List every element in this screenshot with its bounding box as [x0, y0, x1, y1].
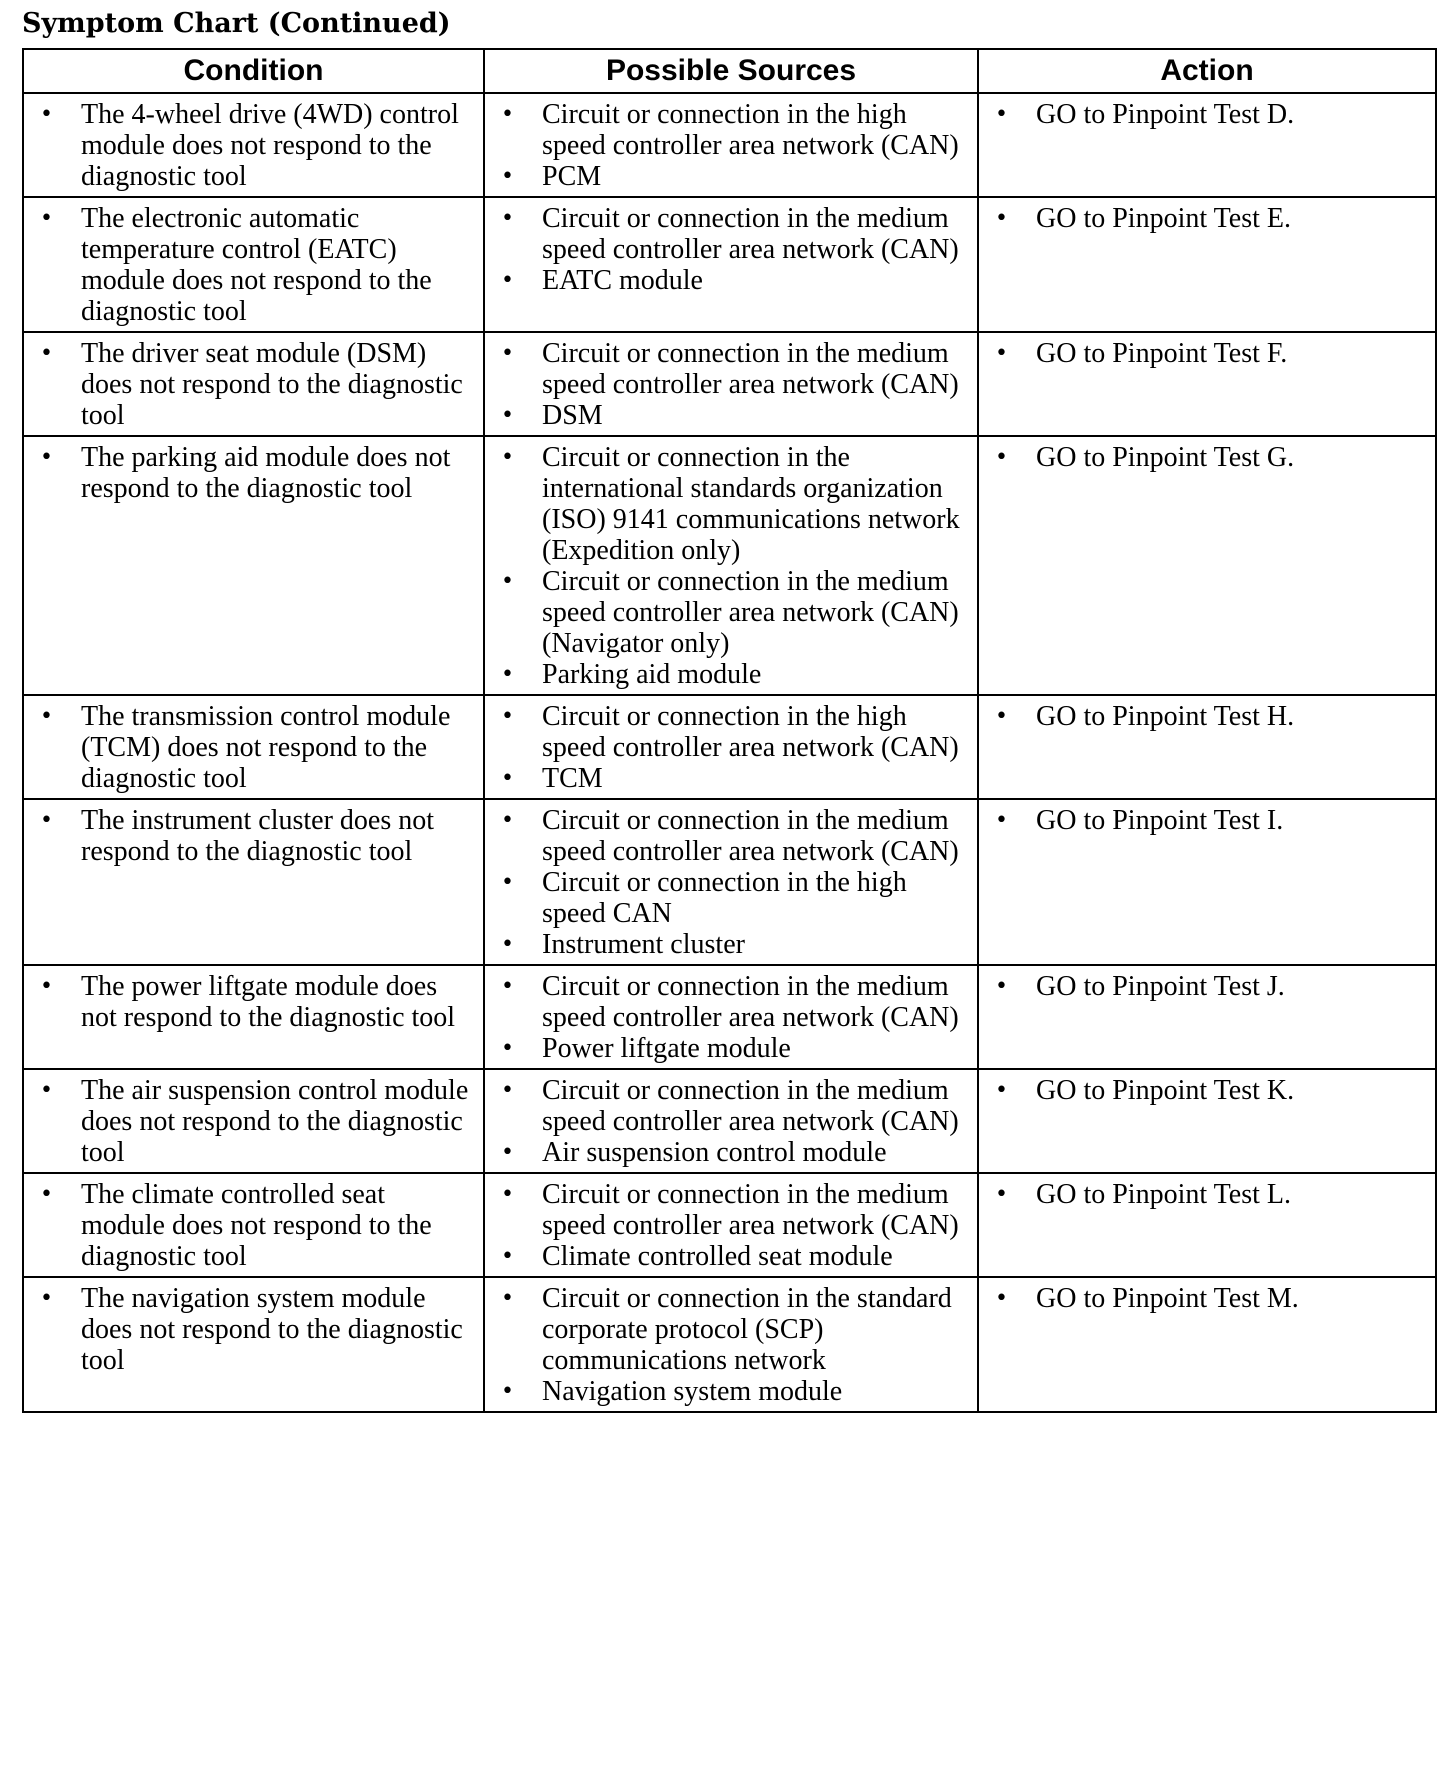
table-row: [23, 965, 1436, 1069]
condition-text: • The climate controlled seat module does not respond to the diagnostic tool: [34, 1179, 473, 1272]
table-header: [23, 49, 1436, 93]
table-row: [23, 332, 1436, 436]
source-item: • Circuit or connection in the medium speed controller area network (CAN): [495, 338, 967, 400]
table-row: [23, 93, 1436, 197]
condition-cell: [23, 332, 484, 436]
condition-list: [34, 338, 473, 431]
action-text: • GO to Pinpoint Test F.: [989, 338, 1425, 369]
source-item: • Air suspension control module: [495, 1137, 967, 1168]
source-item: • Instrument cluster: [495, 929, 967, 960]
condition-cell: [23, 695, 484, 799]
action-text: • GO to Pinpoint Test H.: [989, 701, 1425, 732]
condition-cell: [23, 436, 484, 695]
source-item: • PCM: [495, 161, 967, 192]
sources-list: [495, 338, 967, 431]
source-item: • Circuit or connection in the medium speed controller area network (CAN) (Navigator only): [495, 566, 967, 659]
source-item: • Parking aid module: [495, 659, 967, 690]
possible-sources-cell: [484, 1069, 978, 1173]
symptom-chart-table: [22, 48, 1437, 1413]
source-item: • Circuit or connection in the standard corporate protocol (SCP) communications network: [495, 1283, 967, 1376]
table-row: [23, 197, 1436, 332]
action-list: [989, 203, 1425, 234]
possible-sources-cell: [484, 93, 978, 197]
action-cell: [978, 695, 1436, 799]
action-list: [989, 442, 1425, 473]
condition-list: [34, 1179, 473, 1272]
action-text: • GO to Pinpoint Test M.: [989, 1283, 1425, 1314]
table-row: [23, 1173, 1436, 1277]
page-title: Symptom Chart (Continued): [22, 8, 451, 39]
action-list: [989, 971, 1425, 1002]
source-item: • TCM: [495, 763, 967, 794]
action-text: • GO to Pinpoint Test L.: [989, 1179, 1425, 1210]
possible-sources-cell: [484, 436, 978, 695]
action-list: [989, 805, 1425, 836]
condition-text: • The 4-wheel drive (4WD) control module does not respond to the diagnostic tool: [34, 99, 473, 192]
action-text: • GO to Pinpoint Test G.: [989, 442, 1425, 473]
source-item: • Circuit or connection in the high speed controller area network (CAN): [495, 701, 967, 763]
action-text: • GO to Pinpoint Test I.: [989, 805, 1425, 836]
action-text: • GO to Pinpoint Test K.: [989, 1075, 1425, 1106]
source-item: • Circuit or connection in the medium speed controller area network (CAN): [495, 971, 967, 1033]
sources-list: [495, 203, 967, 296]
sources-list: [495, 1283, 967, 1407]
action-cell: [978, 93, 1436, 197]
source-item: • Circuit or connection in the international standards organization (ISO) 9141 communications network (Expedition only): [495, 442, 967, 566]
table-row: [23, 1069, 1436, 1173]
action-cell: [978, 332, 1436, 436]
table-row: [23, 695, 1436, 799]
header-row: [23, 49, 1436, 93]
condition-text: • The driver seat module (DSM) does not respond to the diagnostic tool: [34, 338, 473, 431]
source-item: • Circuit or connection in the medium speed controller area network (CAN): [495, 805, 967, 867]
action-list: [989, 701, 1425, 732]
table-row: [23, 1277, 1436, 1412]
condition-cell: [23, 1173, 484, 1277]
condition-cell: [23, 1069, 484, 1173]
possible-sources-cell: [484, 197, 978, 332]
possible-sources-cell: [484, 965, 978, 1069]
action-list: [989, 1075, 1425, 1106]
source-item: • Climate controlled seat module: [495, 1241, 967, 1272]
condition-list: [34, 701, 473, 794]
table-row: [23, 799, 1436, 965]
sources-list: [495, 442, 967, 690]
source-item: • DSM: [495, 400, 967, 431]
action-cell: [978, 799, 1436, 965]
possible-sources-cell: [484, 799, 978, 965]
condition-text: • The power liftgate module does not respond to the diagnostic tool: [34, 971, 473, 1033]
action-cell: [978, 436, 1436, 695]
sources-list: [495, 971, 967, 1064]
header-possible-sources: Possible Sources: [484, 49, 978, 93]
condition-list: [34, 99, 473, 192]
condition-cell: [23, 93, 484, 197]
source-item: • Circuit or connection in the high speed controller area network (CAN): [495, 99, 967, 161]
action-text: • GO to Pinpoint Test E.: [989, 203, 1425, 234]
condition-cell: [23, 1277, 484, 1412]
sources-list: [495, 805, 967, 960]
condition-list: [34, 1075, 473, 1168]
header-condition: Condition: [23, 49, 484, 93]
action-list: [989, 1283, 1425, 1314]
condition-list: [34, 203, 473, 327]
condition-cell: [23, 197, 484, 332]
source-item: • Power liftgate module: [495, 1033, 967, 1064]
header-action: Action: [978, 49, 1436, 93]
action-text: • GO to Pinpoint Test D.: [989, 99, 1425, 130]
action-list: [989, 1179, 1425, 1210]
condition-list: [34, 805, 473, 867]
condition-text: • The transmission control module (TCM) does not respond to the diagnostic tool: [34, 701, 473, 794]
condition-cell: [23, 965, 484, 1069]
source-item: • Circuit or connection in the medium speed controller area network (CAN): [495, 203, 967, 265]
source-item: • Circuit or connection in the medium speed controller area network (CAN): [495, 1075, 967, 1137]
sources-list: [495, 701, 967, 794]
condition-text: • The parking aid module does not respond to the diagnostic tool: [34, 442, 473, 504]
source-item: • Circuit or connection in the high speed CAN: [495, 867, 967, 929]
action-cell: [978, 1173, 1436, 1277]
possible-sources-cell: [484, 1277, 978, 1412]
sources-list: [495, 99, 967, 192]
possible-sources-cell: [484, 1173, 978, 1277]
table-row: [23, 436, 1436, 695]
condition-list: [34, 971, 473, 1033]
sources-list: [495, 1075, 967, 1168]
condition-list: [34, 442, 473, 504]
action-cell: [978, 1069, 1436, 1173]
condition-text: • The navigation system module does not respond to the diagnostic tool: [34, 1283, 473, 1376]
source-item: • Navigation system module: [495, 1376, 967, 1407]
action-cell: [978, 1277, 1436, 1412]
table-body: [23, 93, 1436, 1412]
condition-cell: [23, 799, 484, 965]
action-list: [989, 99, 1425, 130]
source-item: • Circuit or connection in the medium speed controller area network (CAN): [495, 1179, 967, 1241]
sources-list: [495, 1179, 967, 1272]
condition-list: [34, 1283, 473, 1376]
action-cell: [978, 965, 1436, 1069]
action-cell: [978, 197, 1436, 332]
condition-text: • The instrument cluster does not respond to the diagnostic tool: [34, 805, 473, 867]
source-item: • EATC module: [495, 265, 967, 296]
condition-text: • The electronic automatic temperature control (EATC) module does not respond to the diagnostic tool: [34, 203, 473, 327]
condition-text: • The air suspension control module does not respond to the diagnostic tool: [34, 1075, 473, 1168]
action-text: • GO to Pinpoint Test J.: [989, 971, 1425, 1002]
possible-sources-cell: [484, 695, 978, 799]
possible-sources-cell: [484, 332, 978, 436]
action-list: [989, 338, 1425, 369]
